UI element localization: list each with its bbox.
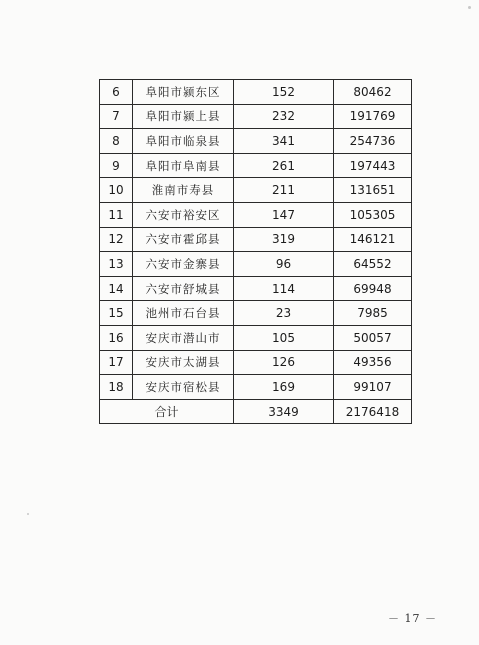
region-name: 阜阳市阜南县 [133,153,234,178]
scan-speck [27,513,29,515]
amount-value: 197443 [334,153,412,178]
row-index: 13 [100,252,133,277]
row-index: 12 [100,227,133,252]
row-index: 16 [100,325,133,350]
region-name: 六安市舒城县 [133,276,234,301]
count-value: 105 [234,325,334,350]
amount-value: 49356 [334,350,412,375]
table-row [100,129,412,154]
amount-value: 131651 [334,178,412,203]
count-value: 96 [234,252,334,277]
row-index: 11 [100,202,133,227]
amount-value: 191769 [334,104,412,129]
region-name: 六安市裕安区 [133,202,234,227]
amount-value: 7985 [334,301,412,326]
page-number: － 17 － [388,612,437,625]
region-name: 阜阳市临泉县 [133,129,234,154]
table-row [100,301,412,326]
region-name: 池州市石台县 [133,301,234,326]
table-row [100,252,412,277]
count-value: 261 [234,153,334,178]
count-value: 23 [234,301,334,326]
row-index: 18 [100,375,133,400]
row-index: 14 [100,276,133,301]
table-row [100,227,412,252]
count-value: 152 [234,80,334,105]
region-name: 六安市金寨县 [133,252,234,277]
table-row [100,276,412,301]
count-value: 211 [234,178,334,203]
data-table [99,79,412,424]
row-index: 10 [100,178,133,203]
region-name: 安庆市宿松县 [133,375,234,400]
region-name: 阜阳市颍东区 [133,80,234,105]
row-index: 7 [100,104,133,129]
count-value: 147 [234,202,334,227]
total-row [100,399,412,424]
total-amount: 2176418 [334,399,412,424]
total-count: 3349 [234,399,334,424]
row-index: 17 [100,350,133,375]
row-index: 15 [100,301,133,326]
table-row [100,104,412,129]
row-index: 6 [100,80,133,105]
count-value: 114 [234,276,334,301]
scan-speck [468,6,471,9]
amount-value: 80462 [334,80,412,105]
region-name: 淮南市寿县 [133,178,234,203]
region-name: 六安市霍邱县 [133,227,234,252]
table-row [100,80,412,105]
region-name: 安庆市太湖县 [133,350,234,375]
table-row [100,153,412,178]
table-row [100,350,412,375]
table-row [100,178,412,203]
table-row [100,375,412,400]
row-index: 8 [100,129,133,154]
count-value: 319 [234,227,334,252]
table-row [100,325,412,350]
table-row [100,202,412,227]
row-index: 9 [100,153,133,178]
total-label: 合计 [100,399,234,424]
count-value: 126 [234,350,334,375]
region-name: 阜阳市颍上县 [133,104,234,129]
count-value: 232 [234,104,334,129]
amount-value: 64552 [334,252,412,277]
amount-value: 50057 [334,325,412,350]
amount-value: 99107 [334,375,412,400]
region-name: 安庆市潜山市 [133,325,234,350]
count-value: 169 [234,375,334,400]
amount-value: 69948 [334,276,412,301]
amount-value: 105305 [334,202,412,227]
amount-value: 254736 [334,129,412,154]
count-value: 341 [234,129,334,154]
amount-value: 146121 [334,227,412,252]
